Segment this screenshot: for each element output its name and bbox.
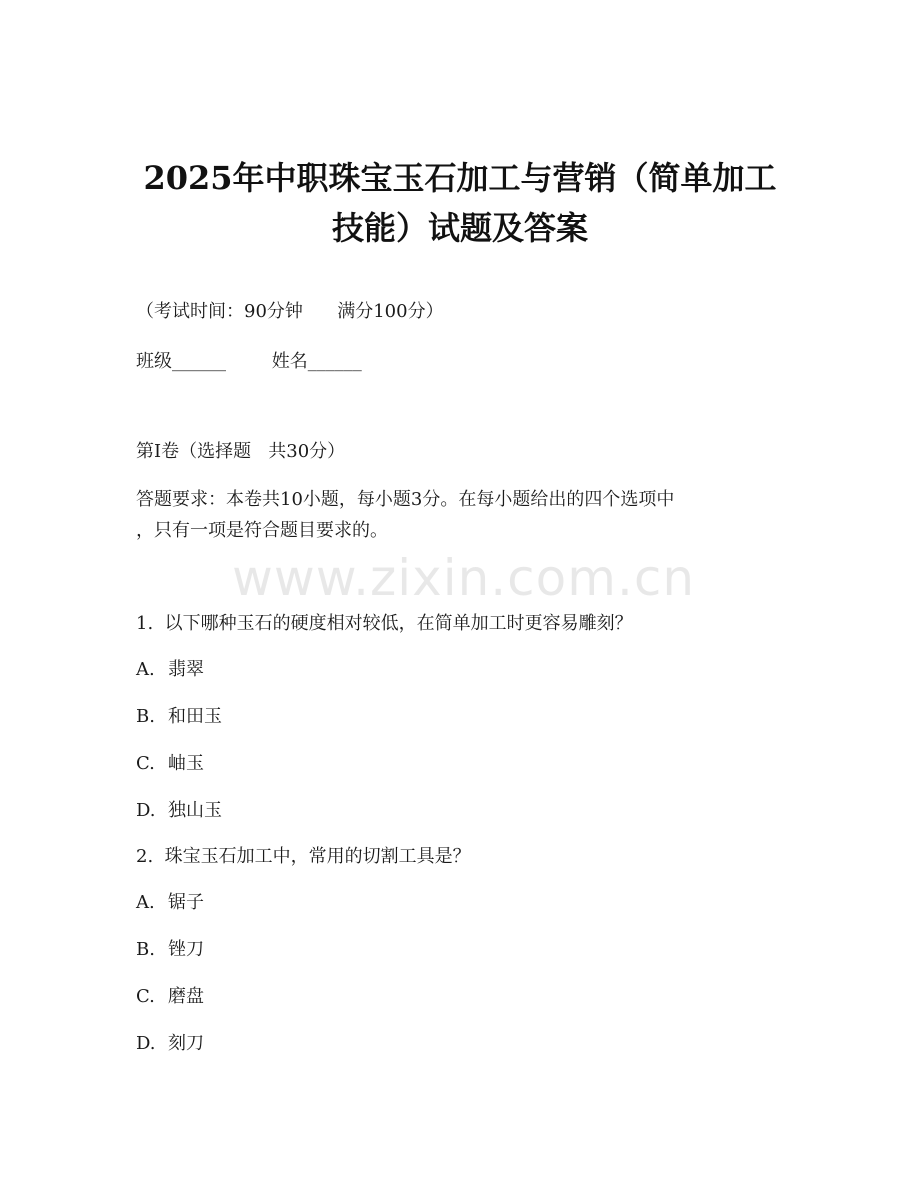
option-label: A. xyxy=(136,892,155,913)
option-label: D. xyxy=(136,800,156,821)
document-title-line-1: 2025年中职珠宝玉石加工与营销（简单加工 xyxy=(143,159,777,197)
instructions-line-2: ，只有一项是符合题目要求的。 xyxy=(136,520,388,541)
option-label: C. xyxy=(136,753,155,774)
exam-info: （考试时间：90分钟 满分100分） xyxy=(136,301,444,322)
option-text: 翡翠 xyxy=(168,659,204,680)
option-text: 岫玉 xyxy=(168,753,204,774)
question-1-option-d xyxy=(136,799,222,823)
question-2-option-a xyxy=(136,891,204,915)
watermark: www.zixin.com.cn xyxy=(232,549,696,607)
question-2-option-d xyxy=(136,1032,204,1056)
question-2-option-b xyxy=(136,938,204,962)
question-1-option-a xyxy=(136,658,204,682)
question-1-option-c xyxy=(136,752,204,776)
instructions-line-1: 答题要求：本卷共10小题，每小题3分。在每小题给出的四个选项中 xyxy=(136,489,675,510)
option-text: 独山玉 xyxy=(168,800,222,821)
question-2-option-c xyxy=(136,985,204,1009)
option-text: 磨盘 xyxy=(168,986,204,1007)
question-1: 1. 以下哪种玉石的硬度相对较低，在简单加工时更容易雕刻？ xyxy=(136,613,633,634)
option-label: A. xyxy=(136,659,155,680)
option-label: C. xyxy=(136,986,155,1007)
section-heading: 第I卷（选择题 共30分） xyxy=(136,441,346,462)
class-name-fields: 班级______ 姓名______ xyxy=(136,351,362,372)
option-text: 锉刀 xyxy=(168,939,204,960)
option-label: B. xyxy=(136,706,155,727)
document-title-line-2: 技能）试题及答案 xyxy=(331,209,588,247)
option-text: 锯子 xyxy=(168,892,204,913)
question-2: 2. 珠宝玉石加工中，常用的切割工具是？ xyxy=(136,846,471,867)
option-text: 刻刀 xyxy=(168,1033,204,1054)
option-label: D. xyxy=(136,1033,156,1054)
question-1-option-b xyxy=(136,705,222,729)
option-text: 和田玉 xyxy=(168,706,222,727)
option-label: B. xyxy=(136,939,155,960)
